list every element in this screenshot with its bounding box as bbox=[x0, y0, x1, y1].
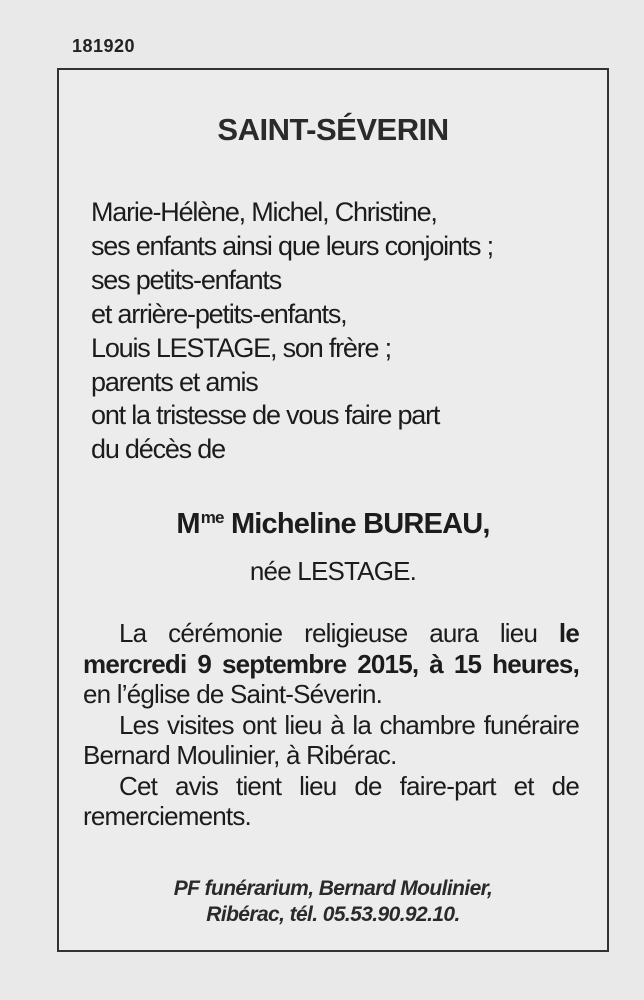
funeral-home-phone-line: Ribérac, tél. 05.53.90.92.10. bbox=[206, 903, 460, 926]
deceased-title-sup: me bbox=[200, 508, 224, 527]
ceremony-intro: La cérémonie religieuse aura lieu bbox=[119, 618, 559, 648]
maiden-name: née LESTAGE. bbox=[249, 556, 417, 586]
funeral-home-line: PF funérarium, Bernard Moulinier, bbox=[173, 877, 493, 900]
reference-number: 181920 bbox=[72, 36, 136, 56]
family-announcement bbox=[91, 196, 581, 467]
family-line: ont la tristesse de vous faire part bbox=[91, 400, 440, 431]
obituary-frame bbox=[57, 68, 609, 952]
deceased-title: M bbox=[176, 508, 200, 540]
funeral-home-credit bbox=[59, 876, 607, 928]
notice-paragraph: Cet avis tient lieu de faire-part et de remerciements. bbox=[83, 770, 579, 831]
family-line: du décès de bbox=[91, 434, 225, 465]
family-line: ses petits-enfants bbox=[91, 264, 282, 295]
ceremony-paragraph bbox=[83, 618, 579, 710]
deceased-name bbox=[59, 508, 607, 541]
deceased-fullname: Micheline BUREAU, bbox=[230, 508, 490, 540]
family-line: Louis LESTAGE, son frère ; bbox=[91, 332, 391, 363]
ceremony-date-time: le mercredi 9 septembre 2015, à 15 heures, bbox=[83, 618, 579, 679]
family-line: et arrière-petits-enfants, bbox=[91, 298, 347, 329]
family-line: Marie-Hélène, Michel, Christine, bbox=[91, 197, 437, 227]
family-line: ses enfants ainsi que leurs conjoints ; bbox=[91, 230, 493, 261]
ceremony-details bbox=[83, 618, 579, 832]
town-heading: SAINT-SÉVERIN bbox=[217, 112, 449, 147]
visits-paragraph: Les visites ont lieu à la chambre funéraire Bernard Moulinier, à Ribérac. bbox=[83, 709, 579, 770]
ceremony-place: en l’église de Saint-Séverin. bbox=[83, 679, 383, 709]
family-line: parents et amis bbox=[91, 366, 258, 397]
